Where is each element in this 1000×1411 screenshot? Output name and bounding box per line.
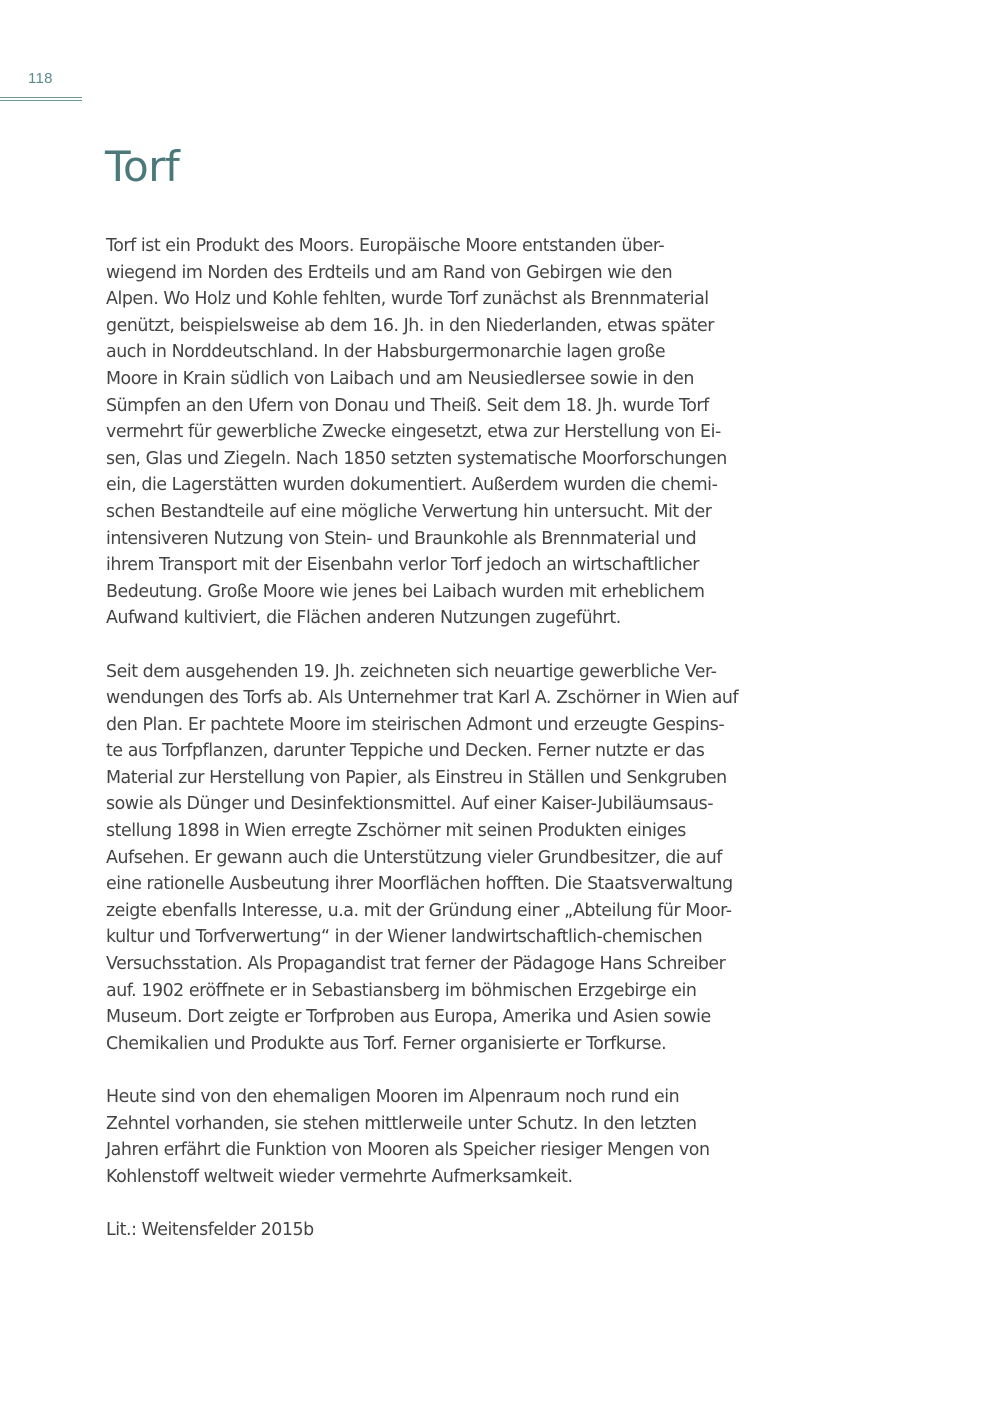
page-title: Torf	[105, 142, 180, 191]
text-line: Heute sind von den ehemaligen Mooren im Alpenraum noch rund ein	[106, 1087, 680, 1107]
text-line: den Plan. Er pachtete Moore im steirischen Admont und erzeugte Gespins-	[106, 714, 725, 735]
text-line: Versuchsstation. Als Propagandist trat ferner der Pädagoge Hans Schreiber	[106, 954, 726, 975]
text-line: wendungen des Torfs ab. Als Unternehmer trat Karl A. Zschörner in Wien auf	[106, 688, 739, 709]
text-line: Museum. Dort zeigte er Torfproben aus Europa, Amerika und Asien sowie	[106, 1007, 711, 1028]
text-line: Seit dem ausgehenden 19. Jh. zeichneten sich neuartige gewerbliche Ver-	[106, 661, 717, 682]
text-line: auf. 1902 eröffnete er in Sebastiansberg im böhmischen Erzgebirge ein	[106, 980, 697, 1001]
text-line: Torf ist ein Produkt des Moors. Europäische Moore entstanden über-	[106, 236, 665, 256]
text-line: Aufwand kultiviert, die Flächen anderen Nutzungen zugeführt.	[106, 608, 621, 629]
article-body	[106, 233, 786, 1244]
paragraph-1	[106, 233, 786, 632]
text-line: genützt, beispielsweise ab dem 16. Jh. in den Niederlanden, etwas später	[106, 315, 714, 336]
text-line: Sümpfen an den Ufern von Donau und Theiß. Seit dem 18. Jh. wurde Torf	[106, 395, 709, 416]
text-line: te aus Torfpflanzen, darunter Teppiche und Decken. Ferner nutzte er das	[106, 741, 705, 762]
text-line: Zehntel vorhanden, sie stehen mittlerweile unter Schutz. In den letzten	[106, 1113, 697, 1134]
page-number: 118	[28, 70, 53, 87]
text-line: sen, Glas und Ziegeln. Nach 1850 setzten systematische Moorforschungen	[106, 448, 727, 469]
text-line: ein, die Lagerstätten wurden dokumentiert. Außerdem wurden die chemi-	[106, 475, 718, 496]
text-line: vermehrt für gewerbliche Zwecke eingesetzt, etwa zur Herstellung von Ei-	[106, 422, 721, 443]
text-line: ihrem Transport mit der Eisenbahn verlor Torf jedoch an wirtschaftlicher	[106, 555, 699, 576]
header-rule-secondary	[0, 100, 82, 101]
text-line: wiegend im Norden des Erdteils und am Rand von Gebirgen wie den	[106, 262, 673, 283]
text-line: kultur und Torfverwertung“ in der Wiener landwirtschaftlich-chemischen	[106, 927, 703, 948]
text-line: Kohlenstoff weltweit wieder vermehrte Aufmerksamkeit.	[106, 1166, 573, 1187]
text-line: intensiveren Nutzung von Stein- und Braunkohle als Brennmaterial und	[106, 528, 697, 549]
text-line: Jahren erfährt die Funktion von Mooren als Speicher riesiger Mengen von	[106, 1140, 710, 1161]
paragraph-2	[106, 659, 786, 1058]
text-line: Alpen. Wo Holz und Kohle fehlten, wurde Torf zunächst als Brennmaterial	[106, 289, 709, 310]
text-line: Material zur Herstellung von Papier, als Einstreu in Ställen und Senkgruben	[106, 767, 727, 788]
text-line: auch in Norddeutschland. In der Habsburgermonarchie lagen große	[106, 342, 666, 363]
text-line: Aufsehen. Er gewann auch die Unterstützung vieler Grundbesitzer, die auf	[106, 847, 722, 868]
text-line: Chemikalien und Produkte aus Torf. Ferner organisierte er Torfkurse.	[106, 1033, 667, 1054]
text-line: Moore in Krain südlich von Laibach und am Neusiedlersee sowie in den	[106, 368, 694, 389]
header-rule	[0, 97, 82, 98]
text-line: zeigte ebenfalls Interesse, u.a. mit der Gründung einer „Abteilung für Moor-	[106, 900, 732, 921]
literature-reference: Lit.: Weitensfelder 2015b	[106, 1219, 314, 1240]
paragraph-3	[106, 1084, 786, 1190]
text-line: Bedeutung. Große Moore wie jenes bei Laibach wurden mit erheblichem	[106, 581, 705, 602]
text-line: stellung 1898 in Wien erregte Zschörner mit seinen Produkten einiges	[106, 821, 686, 842]
text-line: eine rationelle Ausbeutung ihrer Moorflächen hofften. Die Staatsverwaltung	[106, 874, 733, 895]
text-line: schen Bestandteile auf eine mögliche Verwertung hin untersucht. Mit der	[106, 501, 712, 522]
text-line: sowie als Dünger und Desinfektionsmittel. Auf einer Kaiser-Jubiläumsaus-	[106, 794, 714, 815]
